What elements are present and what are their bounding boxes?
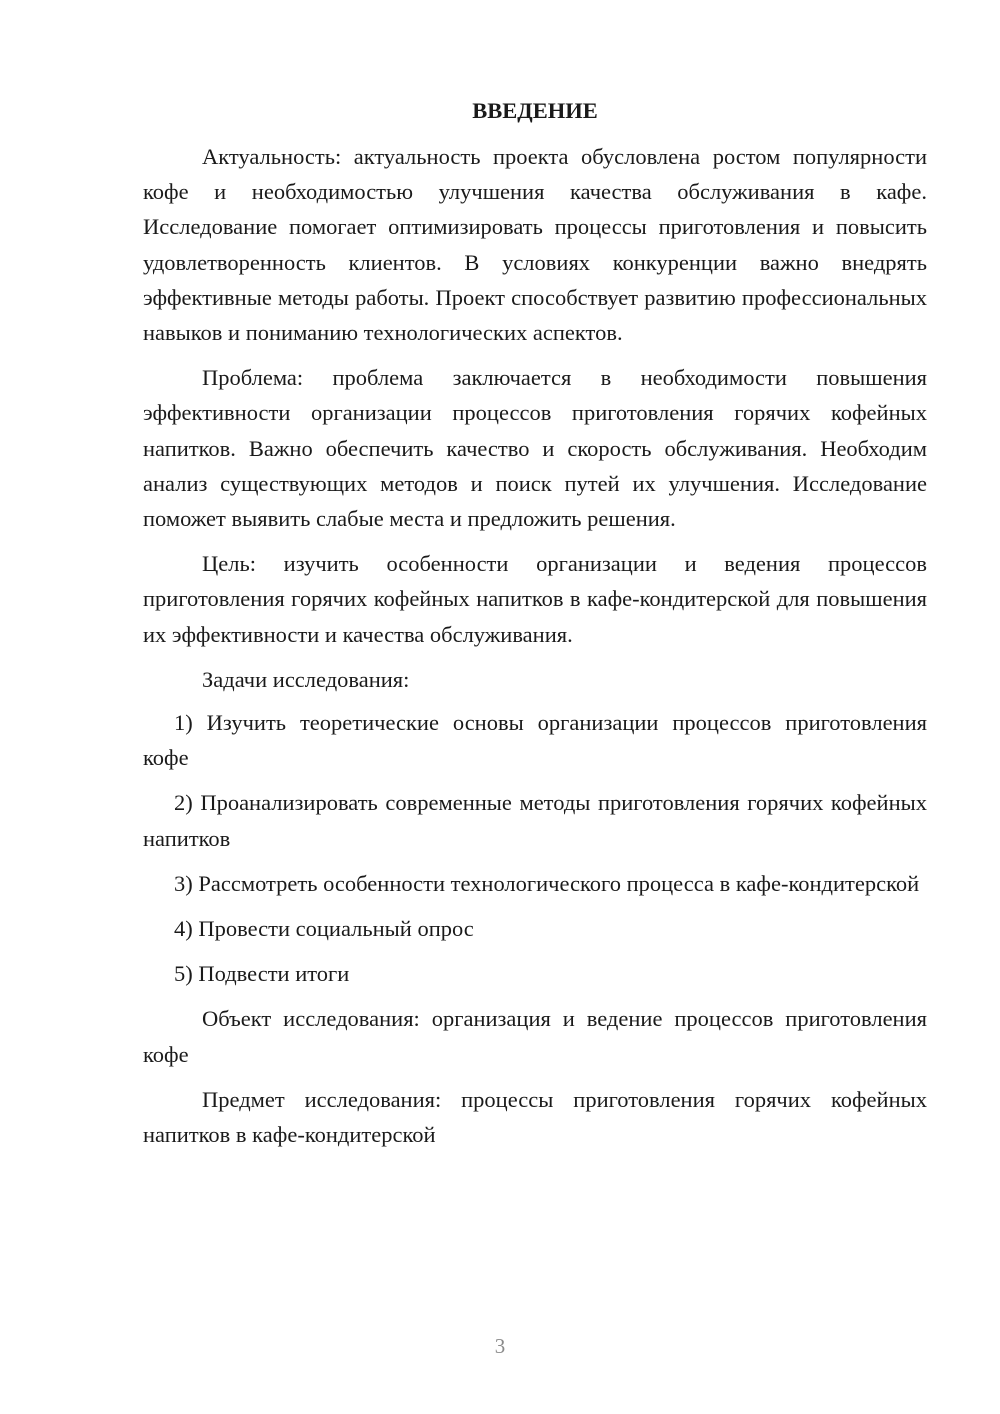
task-item-3: 3) Рассмотреть особенности технологического процесса в кафе-кондитерской xyxy=(174,870,920,896)
page-number: 3 xyxy=(494,1334,506,1358)
task-item-4: 4) Провести социальный опрос xyxy=(174,916,474,942)
paragraph-relevance: Актуальность: актуальность проекта обусловлена ростом популярности кофе и необходимостью улучшения качества обслуживания в кафе. Исследование помогает оптимизировать процессы приготовления и повысить удовлетворенность клиентов. В условиях конкуренции важно внедрять эффективные методы работы. Проект способствует развитию профессиональных навыков и пониманию технологических аспектов. xyxy=(143,144,927,346)
paragraph-object: Объект исследования: организация и ведение процессов приготовления кофе xyxy=(143,1006,927,1067)
page-body xyxy=(143,93,927,1162)
paragraph-problem: Проблема: проблема заключается в необходимости повышения эффективности организации процессов приготовления горячих кофейных напитков. Важно обеспечить качество и скорость обслуживания. Необходим анализ существующих методов и поиск путей их улучшения. Исследование поможет выявить слабые места и предложить решения. xyxy=(143,365,927,532)
paragraph-goal: Цель: изучить особенности организации и ведения процессов приготовления горячих кофейных напитков в кафе-кондитерской для повышения их эффективности и качества обслуживания. xyxy=(143,551,927,647)
task-item-2: 2) Проанализировать современные методы приготовления горячих кофейных напитков xyxy=(143,790,927,851)
task-item-1: 1) Изучить теоретические основы организации процессов приготовления кофе xyxy=(143,710,927,771)
task-item-5: 5) Подвести итоги xyxy=(174,961,350,987)
page-title: ВВЕДЕНИЕ xyxy=(472,98,598,123)
tasks-heading: Задачи исследования: xyxy=(202,666,410,692)
paragraph-subject: Предмет исследования: процессы приготовления горячих кофейных напитков в кафе-кондитерской xyxy=(143,1086,927,1148)
